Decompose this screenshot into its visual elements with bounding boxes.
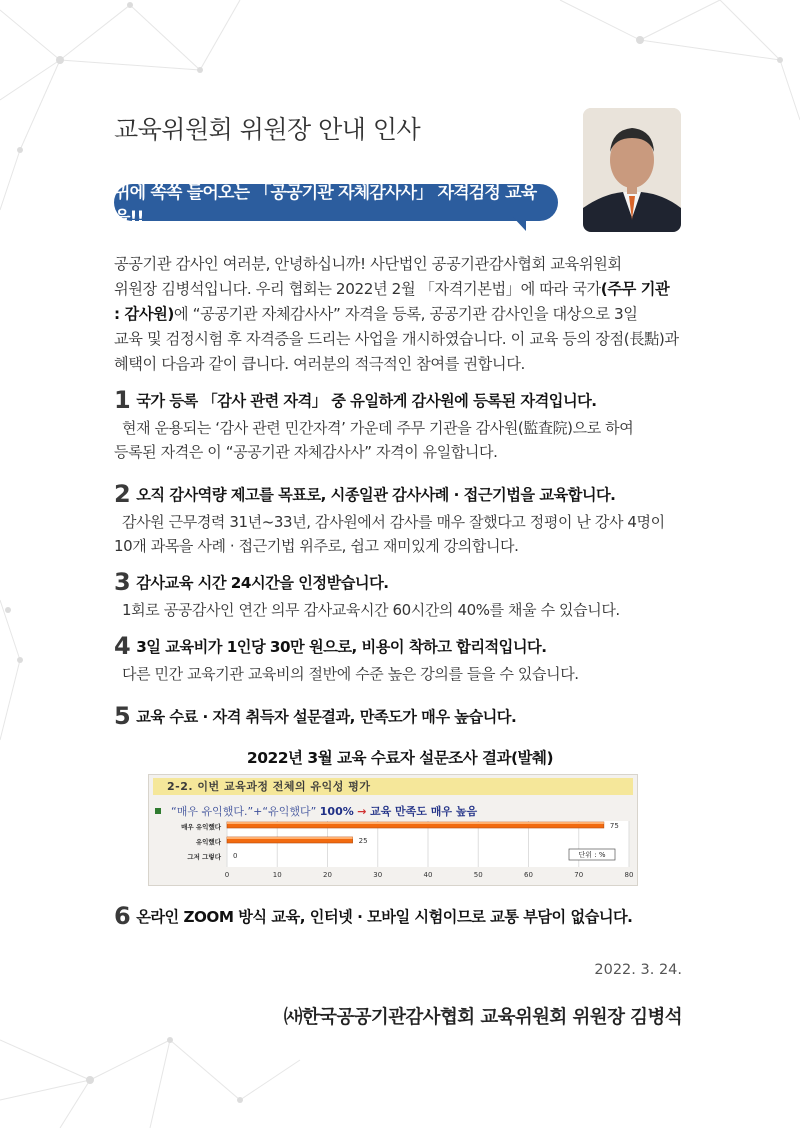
- item-heading: 국가 등록 「감사 관련 자격」 중 유일하게 감사원에 등록된 자격입니다.: [136, 392, 597, 410]
- bar-highlight: [227, 837, 353, 839]
- x-tick-label: 10: [272, 871, 282, 879]
- x-tick-label: 0: [224, 871, 230, 879]
- category-label: 그저 그렇다: [187, 853, 221, 861]
- item-heading: 3일 교육비가 1인당 30만 원으로, 비용이 착하고 합리적입니다.: [136, 638, 547, 656]
- bar-chart-plot: [149, 775, 637, 885]
- item-number: 6: [114, 902, 131, 930]
- item-body-line: 등록된 자격은 이 “공공기관 자체감사사” 자격이 유일합니다.: [114, 443, 498, 461]
- survey-chart: [148, 774, 638, 886]
- category-label: 유익했다: [195, 838, 221, 846]
- intro-paragraph: [114, 252, 686, 377]
- chart-header: 2-2. 이번 교육과정 전체의 유익성 평가: [153, 778, 633, 795]
- item-body-line: 다른 민간 교육기관 교육비의 절반에 수준 높은 강의를 들을 수 있습니다.: [122, 665, 579, 683]
- item-number: 1: [114, 386, 131, 414]
- item-number: 4: [114, 632, 131, 660]
- unit-label: 단위 : %: [578, 851, 606, 859]
- benefit-item-1: [114, 386, 694, 464]
- item-body-line: 1회로 공공감사인 연간 의무 감사교육시간 60시간의 40%를 채울 수 있습니다.: [122, 601, 620, 619]
- x-tick-label: 60: [524, 871, 533, 879]
- benefit-item-6: [114, 902, 694, 930]
- bar-highlight: [227, 822, 604, 824]
- category-label: 매우 유익했다: [181, 823, 221, 831]
- signature-line: ㈔한국공공기관감사협회 교육위원회 위원장 김병석: [283, 1007, 682, 1028]
- item-number: 2: [114, 480, 131, 508]
- chart-subtitle: “매우 유익했다.”+“유익했다” 100% → 교육 만족도 매우 높음: [155, 803, 477, 819]
- item-number: 3: [114, 568, 131, 596]
- headline-banner: 귀에 쏙쏙 들어오는 「공공기관 자체감사사」 자격검정 교육을!!: [114, 184, 558, 221]
- item-body-line: 10개 과목을 사례 · 접근기법 위주로, 쉽고 재미있게 강의합니다.: [114, 537, 519, 555]
- benefit-item-5: [114, 702, 694, 730]
- data-label: 0: [233, 852, 238, 860]
- x-tick-label: 50: [473, 871, 483, 879]
- data-label: 25: [358, 837, 368, 845]
- x-tick-label: 70: [574, 871, 584, 879]
- speech-bubble-tail: [512, 216, 526, 231]
- x-tick-label: 80: [624, 871, 634, 879]
- document-date: 2022. 3. 24.: [594, 962, 682, 978]
- x-tick-label: 30: [373, 871, 383, 879]
- benefit-item-4: [114, 632, 694, 686]
- intro-bold-text: : 감사원): [114, 305, 174, 323]
- chairman-portrait-photo: [583, 108, 681, 232]
- item-heading: 교육 수료 · 자격 취득자 설문결과, 만족도가 매우 높습니다.: [136, 708, 517, 726]
- intro-line: : 감사원)에 “공공기관 자체감사사” 자격을 등록, 공공기관 감사인을 대상으로 3일: [114, 305, 638, 323]
- item-heading: 오직 감사역량 제고를 목표로, 시종일관 감사사례 · 접근기법을 교육합니다.: [136, 486, 616, 504]
- intro-line: 혜택이 다음과 같이 큽니다. 여러분의 적극적인 참여를 권합니다.: [114, 355, 525, 373]
- page-title: 교육위원회 위원장 안내 인사: [114, 115, 421, 144]
- intro-line: 교육 및 검정시험 후 자격증을 드리는 사업을 개시하였습니다. 이 교육 등의 장점(長點)과: [114, 330, 679, 348]
- item-heading: 온라인 ZOOM 방식 교육, 인터넷 · 모바일 시험이므로 교통 부담이 없습니다.: [136, 908, 633, 926]
- benefit-item-2: [114, 480, 694, 558]
- intro-line: 공공기관 감사인 여러분, 안녕하십니까! 사단법인 공공기관감사협회 교육위원회: [114, 255, 622, 273]
- survey-title: 2022년 3월 교육 수료자 설문조사 결과(발췌): [246, 749, 554, 767]
- benefit-item-3: [114, 568, 694, 622]
- x-tick-label: 40: [423, 871, 433, 879]
- intro-line: 위원장 김병석입니다. 우리 협회는 2022년 2월 「자격기본법」에 따라 국가(주무 기관: [114, 280, 670, 298]
- item-body-line: 현재 운용되는 ‘감사 관련 민간자격’ 가운데 주무 기관을 감사원(監査院)으로 하여: [122, 419, 634, 437]
- x-tick-label: 20: [323, 871, 332, 879]
- item-body-line: 감사원 근무경력 31년~33년, 감사원에서 감사를 매우 잘했다고 정평이 난 강사 4명이: [122, 513, 665, 531]
- item-heading: 감사교육 시간 24시간을 인정받습니다.: [136, 574, 389, 592]
- item-number: 5: [114, 702, 131, 730]
- intro-bold-text: (주무 기관: [600, 280, 670, 298]
- data-label: 75: [609, 822, 619, 830]
